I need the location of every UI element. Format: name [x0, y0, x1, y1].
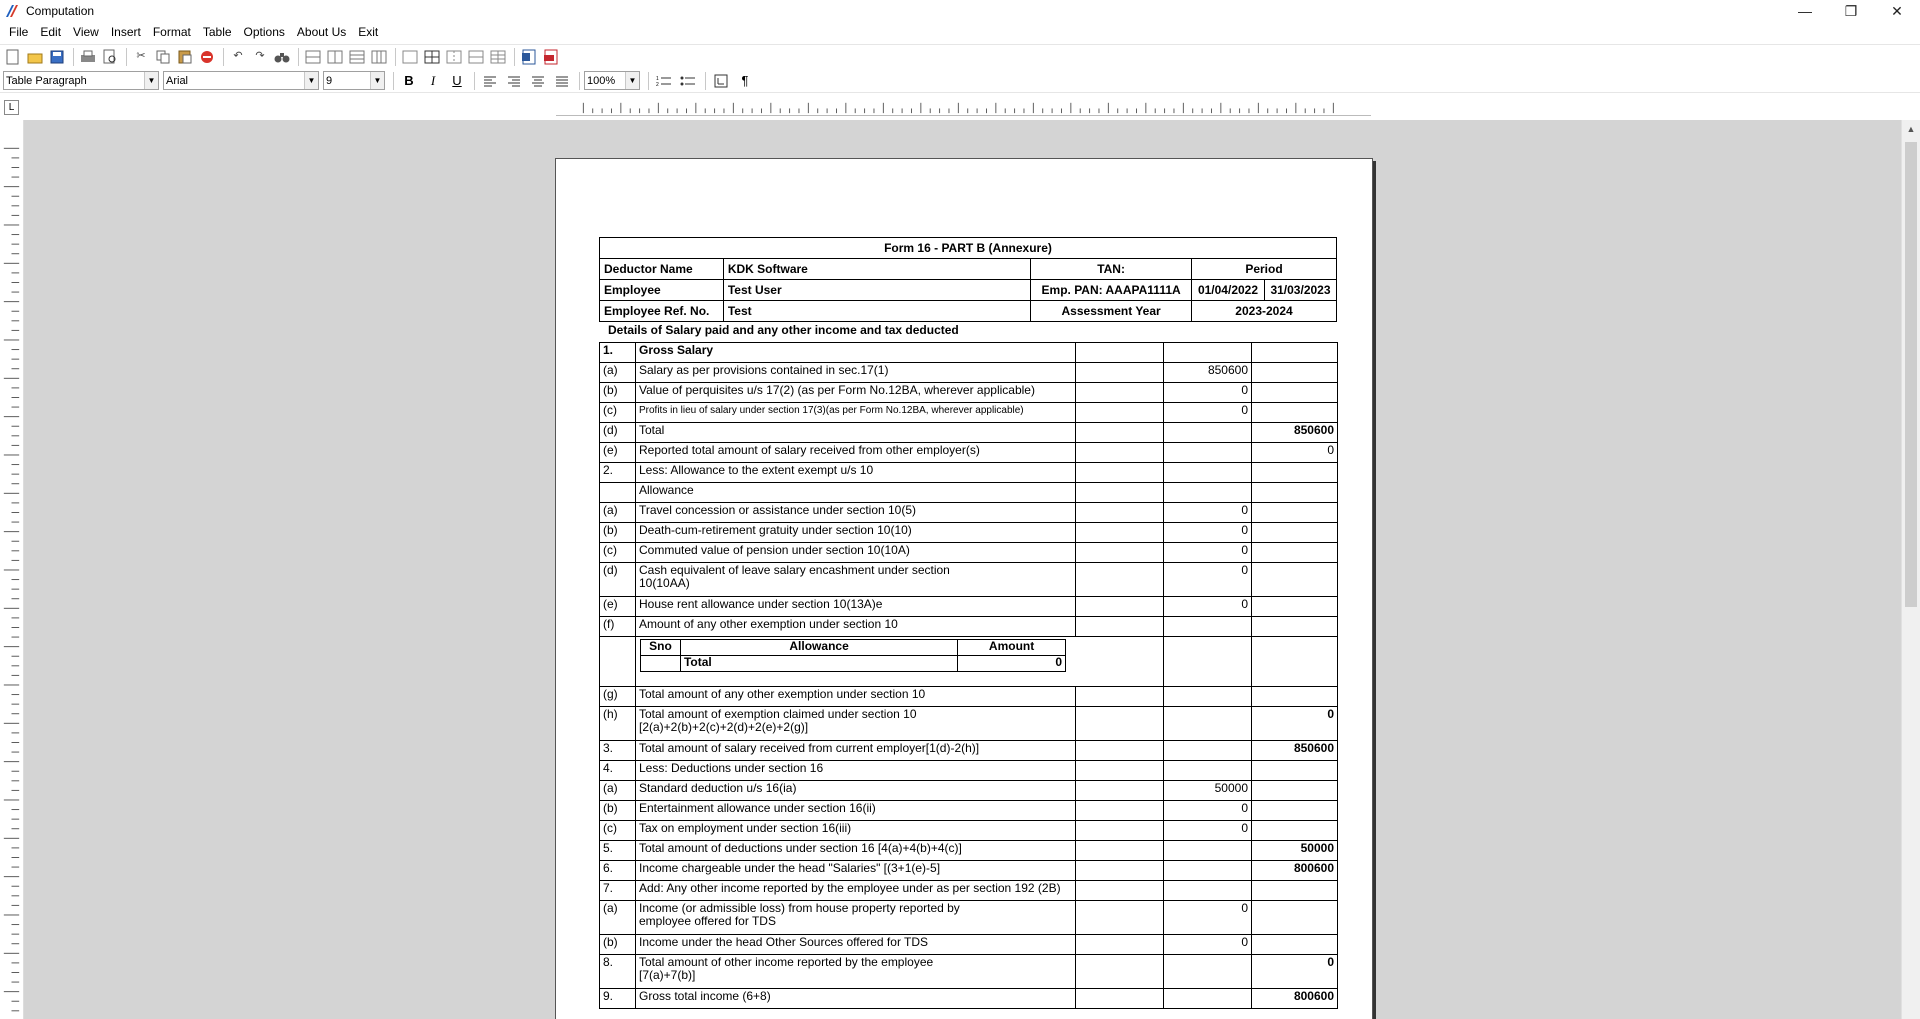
- employee-value[interactable]: Test User: [723, 280, 1030, 301]
- row-sno: 8.: [600, 955, 636, 989]
- table-cell[interactable]: [1076, 617, 1164, 637]
- assessment-year-label: Assessment Year: [1031, 301, 1192, 322]
- table-cell[interactable]: [1076, 503, 1164, 523]
- chevron-down-icon: ▼: [625, 72, 639, 89]
- row-sno: (d): [600, 423, 636, 443]
- table-cell[interactable]: [1076, 861, 1164, 881]
- table-cell[interactable]: [1252, 821, 1338, 841]
- row-sno: 4.: [600, 761, 636, 781]
- toolbar-separator: [223, 48, 224, 66]
- total-cell[interactable]: 850600: [1252, 741, 1338, 761]
- table-row: [600, 363, 1338, 383]
- menu-about-us[interactable]: About Us: [296, 25, 347, 39]
- row-sno: (h): [600, 707, 636, 741]
- row-sno: (e): [600, 443, 636, 463]
- table-row: [600, 383, 1338, 403]
- frame-icon[interactable]: [710, 71, 732, 91]
- table-cell[interactable]: [1076, 741, 1164, 761]
- row-description-line: Cash equivalent of leave salary encashment under section: [639, 563, 950, 577]
- toolbar-separator: [393, 72, 394, 90]
- period-label: Period: [1192, 259, 1337, 280]
- style-select[interactable]: [3, 71, 159, 90]
- insert-table-icon[interactable]: [422, 47, 442, 67]
- row-description: Tax on employment under section 16(iii): [636, 821, 1076, 841]
- menu-insert[interactable]: Insert: [110, 25, 141, 39]
- chevron-down-icon: ▼: [304, 72, 318, 89]
- table-cell[interactable]: [1076, 989, 1164, 1009]
- table-cell[interactable]: [1076, 343, 1164, 363]
- table-row: [600, 761, 1338, 781]
- total-cell[interactable]: 50000: [1252, 841, 1338, 861]
- employee-label: Employee: [600, 280, 724, 301]
- row-sno: 9.: [600, 989, 636, 1009]
- amount-cell[interactable]: 0: [1164, 821, 1252, 841]
- deductor-value[interactable]: KDK Software: [723, 259, 1030, 280]
- period-to[interactable]: 31/03/2023: [1264, 280, 1336, 301]
- toolbar-separator: [705, 72, 706, 90]
- row-sno: (a): [600, 363, 636, 383]
- table-cell[interactable]: [641, 656, 681, 672]
- table-cell[interactable]: [1164, 637, 1252, 687]
- row-sno: (f): [600, 617, 636, 637]
- row-description: Travel concession or assistance under section 10(5): [636, 503, 1076, 523]
- paste-icon[interactable]: [175, 47, 195, 67]
- table-cell[interactable]: [1164, 463, 1252, 483]
- zoom-select[interactable]: [584, 71, 640, 90]
- horizontal-ruler[interactable]: [556, 100, 1371, 116]
- table-cell[interactable]: [1164, 707, 1252, 741]
- row-sno: 2.: [600, 463, 636, 483]
- justify-icon[interactable]: [551, 71, 573, 91]
- table-cell[interactable]: [1076, 463, 1164, 483]
- table-cell[interactable]: [1076, 383, 1164, 403]
- table-cell[interactable]: [1252, 781, 1338, 801]
- table-row: [600, 687, 1338, 707]
- table-row: [600, 463, 1338, 483]
- row-description: Standard deduction u/s 16(ia): [636, 781, 1076, 801]
- row-sno: (a): [600, 781, 636, 801]
- toolbar-separator: [648, 72, 649, 90]
- print-icon[interactable]: [78, 47, 98, 67]
- minimize-button[interactable]: —: [1798, 3, 1812, 19]
- row-description: Allowance: [636, 483, 1076, 503]
- table-grid-icon[interactable]: [488, 47, 508, 67]
- table-cell[interactable]: [1076, 687, 1164, 707]
- row-sno: (c): [600, 543, 636, 563]
- amount-cell[interactable]: 0: [1164, 403, 1252, 423]
- row-sno: 3.: [600, 741, 636, 761]
- italic-button[interactable]: I: [430, 72, 436, 88]
- row-sno: 1.: [600, 343, 636, 363]
- table-row: [600, 597, 1338, 617]
- menu-bar: [0, 22, 1920, 43]
- row-description: [636, 955, 1076, 989]
- table-cell[interactable]: [1164, 955, 1252, 989]
- table-cell[interactable]: [1252, 503, 1338, 523]
- row-description: Amount of any other exemption under section 10: [636, 617, 1076, 637]
- zoom-value: 100%: [587, 74, 616, 87]
- amount-cell[interactable]: 0: [1164, 901, 1252, 935]
- insert-column-icon[interactable]: [325, 47, 345, 67]
- row-sno: (g): [600, 687, 636, 707]
- row-description: Salary as per provisions contained in sec.17(1): [636, 363, 1076, 383]
- open-folder-icon[interactable]: [25, 47, 45, 67]
- table-cell[interactable]: [1076, 523, 1164, 543]
- table-cell[interactable]: [1252, 563, 1338, 597]
- amount-cell[interactable]: 0: [1164, 563, 1252, 597]
- table-cell[interactable]: [1076, 881, 1164, 901]
- table-cell[interactable]: [1164, 861, 1252, 881]
- total-cell[interactable]: 0: [1252, 443, 1338, 463]
- row-description: Gross Salary: [636, 343, 1076, 363]
- undo-icon[interactable]: ↶: [233, 50, 243, 62]
- menu-view[interactable]: View: [73, 25, 99, 39]
- vertical-ruler: [0, 120, 24, 1019]
- scrollbar-thumb[interactable]: [1905, 142, 1917, 607]
- total-cell[interactable]: 800600: [1252, 861, 1338, 881]
- underline-button[interactable]: U: [452, 73, 462, 88]
- menu-format[interactable]: Format: [152, 25, 191, 39]
- table-cell[interactable]: [1164, 617, 1252, 637]
- table-cell[interactable]: [1252, 901, 1338, 935]
- amount-cell[interactable]: 0: [1164, 935, 1252, 955]
- find-icon[interactable]: [272, 47, 292, 67]
- row-description-line: Total amount of exemption claimed under section 10: [639, 707, 917, 721]
- merge-cells-icon[interactable]: [444, 47, 464, 67]
- table-cell[interactable]: [1076, 955, 1164, 989]
- row-description: Income chargeable under the head "Salaries" [(3+1(e)-5]: [636, 861, 1076, 881]
- table-cell[interactable]: [1076, 801, 1164, 821]
- row-description: Total amount of salary received from current employer[1(d)-2(h)]: [636, 741, 1076, 761]
- row-sno: (b): [600, 935, 636, 955]
- table-cell[interactable]: [1164, 423, 1252, 443]
- document-workspace: [24, 120, 1901, 1019]
- ruler-bar: [0, 96, 1920, 120]
- toolbar-separator: [474, 72, 475, 90]
- paragraph-marks-icon[interactable]: ¶: [741, 73, 749, 88]
- table-cell[interactable]: [1252, 403, 1338, 423]
- export-pdf-icon[interactable]: [541, 47, 561, 67]
- table-row: [600, 483, 1338, 503]
- app-icon: [4, 3, 20, 19]
- other-exemption-cell: [636, 637, 1164, 687]
- toolbar-separator: [395, 48, 396, 66]
- row-sno: (d): [600, 563, 636, 597]
- table-row: [600, 935, 1338, 955]
- delete-row-icon[interactable]: [347, 47, 367, 67]
- table-cell[interactable]: [1076, 901, 1164, 935]
- row-sno: (a): [600, 901, 636, 935]
- table-cell[interactable]: [1252, 343, 1338, 363]
- table-cell[interactable]: [1076, 483, 1164, 503]
- insert-row-icon[interactable]: [303, 47, 323, 67]
- assessment-year-value[interactable]: 2023-2024: [1192, 301, 1337, 322]
- inner-total-label: Total: [680, 656, 957, 672]
- row-description: Entertainment allowance under section 16(ii): [636, 801, 1076, 821]
- restore-button[interactable]: ❐: [1844, 2, 1858, 19]
- cut-icon[interactable]: ✂: [136, 50, 146, 62]
- table-cell[interactable]: [1252, 881, 1338, 901]
- table-cell[interactable]: [1252, 637, 1338, 687]
- table-row: [600, 861, 1338, 881]
- table-cell[interactable]: [1076, 363, 1164, 383]
- table-row: [600, 403, 1338, 423]
- table-cell[interactable]: [1164, 443, 1252, 463]
- table-row: [600, 841, 1338, 861]
- copy-icon[interactable]: [153, 47, 173, 67]
- table-properties-icon[interactable]: [400, 47, 420, 67]
- details-title: Details of Salary paid and any other income and tax deducted: [608, 323, 959, 337]
- total-cell[interactable]: 800600: [1252, 989, 1338, 1009]
- align-center-icon[interactable]: [527, 71, 549, 91]
- employee-ref-label: Employee Ref. No.: [600, 301, 724, 322]
- table-cell[interactable]: [1252, 363, 1338, 383]
- table-row: [600, 901, 1338, 935]
- row-description: Total: [636, 423, 1076, 443]
- split-cells-icon[interactable]: [466, 47, 486, 67]
- table-cell[interactable]: [1076, 841, 1164, 861]
- svg-text:1: 1: [656, 75, 659, 82]
- table-cell[interactable]: [1076, 543, 1164, 563]
- style-select-value: Table Paragraph: [6, 74, 87, 87]
- inner-header-sno: Sno: [641, 640, 681, 656]
- table-cell[interactable]: [1252, 935, 1338, 955]
- table-cell[interactable]: [1164, 841, 1252, 861]
- row-description: [636, 563, 1076, 597]
- row-sno: (b): [600, 523, 636, 543]
- redo-icon[interactable]: ↷: [255, 50, 265, 62]
- total-cell[interactable]: 0: [1252, 955, 1338, 989]
- form-title: Form 16 - PART B (Annexure): [600, 238, 1337, 259]
- table-cell[interactable]: [1076, 597, 1164, 617]
- table-cell[interactable]: [1076, 935, 1164, 955]
- table-row: [600, 343, 1338, 363]
- table-cell[interactable]: [600, 483, 636, 503]
- row-description: Reported total amount of salary received from other employer(s): [636, 443, 1076, 463]
- bold-button[interactable]: B: [404, 73, 414, 88]
- table-cell[interactable]: [1164, 343, 1252, 363]
- table-cell[interactable]: [1252, 543, 1338, 563]
- row-description-line: Income (or admissible loss) from house property reported by: [639, 901, 960, 915]
- salary-details-table: [599, 342, 1338, 1009]
- font-select[interactable]: [163, 71, 319, 90]
- font-size-select[interactable]: [323, 71, 385, 90]
- format-toolbar: [0, 69, 1920, 93]
- row-description: [636, 901, 1076, 935]
- table-cell[interactable]: [1252, 597, 1338, 617]
- table-row: [600, 503, 1338, 523]
- toolbar-separator: [298, 48, 299, 66]
- row-description: Income under the head Other Sources offered for TDS: [636, 935, 1076, 955]
- row-description: Total amount of any other exemption under section 10: [636, 687, 1076, 707]
- toolbar-separator: [73, 48, 74, 66]
- row-description-line: [7(a)+7(b)]: [639, 968, 696, 982]
- scroll-up-icon[interactable]: ▲: [1906, 124, 1916, 134]
- table-row: [600, 741, 1338, 761]
- table-cell[interactable]: [1252, 801, 1338, 821]
- menu-exit[interactable]: Exit: [358, 25, 379, 39]
- row-description: Death-cum-retirement gratuity under section 10(10): [636, 523, 1076, 543]
- menu-edit[interactable]: Edit: [40, 25, 62, 39]
- standard-toolbar: [0, 44, 1920, 68]
- table-cell[interactable]: [1076, 423, 1164, 443]
- row-description: Less: Allowance to the extent exempt u/s 10: [636, 463, 1076, 483]
- row-description-line: employee offered for TDS: [639, 914, 776, 928]
- table-cell[interactable]: [1076, 403, 1164, 423]
- row-description: Value of perquisites u/s 17(2) (as per Form No.12BA, wherever applicable): [636, 383, 1076, 403]
- row-sno: (c): [600, 403, 636, 423]
- table-cell[interactable]: [1252, 483, 1338, 503]
- row-description: Gross total income (6+8): [636, 989, 1076, 1009]
- deductor-label: Deductor Name: [600, 259, 724, 280]
- table-cell[interactable]: [1252, 761, 1338, 781]
- save-icon[interactable]: [47, 47, 67, 67]
- row-description: House rent allowance under section 10(13A)e: [636, 597, 1076, 617]
- delete-column-icon[interactable]: [369, 47, 389, 67]
- row-description: Commuted value of pension under section 10(10A): [636, 543, 1076, 563]
- inner-total-value[interactable]: 0: [958, 656, 1066, 672]
- delete-icon[interactable]: [197, 47, 217, 67]
- amount-cell[interactable]: 0: [1164, 543, 1252, 563]
- row-sno: (b): [600, 383, 636, 403]
- tab-stop-selector[interactable]: L: [4, 100, 19, 115]
- table-cell[interactable]: [1164, 687, 1252, 707]
- total-cell[interactable]: 0: [1252, 707, 1338, 741]
- row-sno: (c): [600, 821, 636, 841]
- bullet-list-icon[interactable]: [677, 71, 699, 91]
- table-row: [600, 543, 1338, 563]
- table-row: [600, 617, 1338, 637]
- menu-file[interactable]: File: [9, 25, 29, 39]
- period-from[interactable]: 01/04/2022: [1192, 280, 1265, 301]
- row-description: Total amount of deductions under section 16 [4(a)+4(b)+4(c)]: [636, 841, 1076, 861]
- table-row: [600, 637, 1338, 687]
- table-row: [600, 707, 1338, 741]
- row-description: Profits in lieu of salary under section 17(3)(as per Form No.12BA, wherever applicable): [636, 403, 1076, 423]
- table-row: [600, 423, 1338, 443]
- row-description: [636, 707, 1076, 741]
- toolbar-separator: [514, 48, 515, 66]
- table-cell[interactable]: [1252, 523, 1338, 543]
- table-cell[interactable]: [1252, 687, 1338, 707]
- vertical-scrollbar[interactable]: [1901, 120, 1920, 1019]
- row-sno: 7.: [600, 881, 636, 901]
- table-row: [600, 881, 1338, 901]
- row-description: Add: Any other income reported by the employee under as per section 192 (2B): [636, 881, 1076, 901]
- amount-cell[interactable]: 0: [1164, 597, 1252, 617]
- table-row: [600, 443, 1338, 463]
- table-row: [600, 801, 1338, 821]
- title-bar: [0, 0, 1920, 22]
- other-exemption-table: [640, 639, 1066, 672]
- table-cell[interactable]: [1164, 989, 1252, 1009]
- print-preview-icon[interactable]: [100, 47, 120, 67]
- table-cell[interactable]: [1076, 563, 1164, 597]
- close-button[interactable]: ✕: [1891, 2, 1903, 19]
- export-word-icon[interactable]: [519, 47, 539, 67]
- table-row: [600, 821, 1338, 841]
- amount-cell[interactable]: 0: [1164, 383, 1252, 403]
- table-row: [600, 989, 1338, 1009]
- align-left-icon[interactable]: [479, 71, 501, 91]
- table-cell[interactable]: [1076, 761, 1164, 781]
- table-cell[interactable]: [1164, 761, 1252, 781]
- row-sno: (b): [600, 801, 636, 821]
- chevron-down-icon: ▼: [144, 72, 158, 89]
- row-sno: 5.: [600, 841, 636, 861]
- pan-label: Emp. PAN: AAAPA1111A: [1031, 280, 1192, 301]
- table-cell[interactable]: [1076, 443, 1164, 463]
- font-size-value: 9: [326, 74, 333, 87]
- toolbar-separator: [579, 72, 580, 90]
- table-cell[interactable]: [1252, 617, 1338, 637]
- inner-header-amount: Amount: [958, 640, 1066, 656]
- table-cell[interactable]: [1076, 707, 1164, 741]
- row-sno: (a): [600, 503, 636, 523]
- menu-options[interactable]: Options: [243, 25, 285, 39]
- document-page[interactable]: [555, 158, 1373, 1019]
- table-cell[interactable]: [1164, 483, 1252, 503]
- row-sno: (e): [600, 597, 636, 617]
- amount-cell[interactable]: 0: [1164, 801, 1252, 821]
- table-cell[interactable]: [600, 637, 636, 687]
- row-description-line: [2(a)+2(b)+2(c)+2(d)+2(e)+2(g)]: [639, 720, 809, 734]
- svg-text:2: 2: [656, 81, 659, 87]
- menu-table[interactable]: Table: [202, 25, 232, 39]
- row-description-line: 10(10AA): [639, 576, 690, 590]
- chevron-down-icon: ▼: [370, 72, 384, 89]
- inner-header-allowance: Allowance: [680, 640, 957, 656]
- table-cell[interactable]: [1252, 463, 1338, 483]
- numbered-list-icon[interactable]: [653, 71, 675, 91]
- amount-cell[interactable]: 850600: [1164, 363, 1252, 383]
- new-document-icon[interactable]: [3, 47, 23, 67]
- table-row: [600, 955, 1338, 989]
- tan-label: TAN:: [1031, 259, 1192, 280]
- table-cell[interactable]: [1076, 781, 1164, 801]
- table-cell[interactable]: [1252, 383, 1338, 403]
- row-description-line: Total amount of other income reported by the employee: [639, 955, 934, 969]
- employee-ref-value[interactable]: Test: [723, 301, 1030, 322]
- table-row: [600, 523, 1338, 543]
- total-cell[interactable]: 850600: [1252, 423, 1338, 443]
- row-description: Less: Deductions under section 16: [636, 761, 1076, 781]
- amount-cell[interactable]: 0: [1164, 503, 1252, 523]
- toolbar-separator: [126, 48, 127, 66]
- font-select-value: Arial: [166, 74, 189, 87]
- form-header-table: [599, 237, 1337, 322]
- window-title: Computation: [26, 4, 95, 18]
- table-row: [600, 781, 1338, 801]
- amount-cell[interactable]: 50000: [1164, 781, 1252, 801]
- row-sno: 6.: [600, 861, 636, 881]
- align-right-icon[interactable]: [503, 71, 525, 91]
- table-cell[interactable]: [1076, 821, 1164, 841]
- table-cell[interactable]: [1164, 741, 1252, 761]
- table-cell[interactable]: [1164, 881, 1252, 901]
- amount-cell[interactable]: 0: [1164, 523, 1252, 543]
- table-row: [600, 563, 1338, 597]
